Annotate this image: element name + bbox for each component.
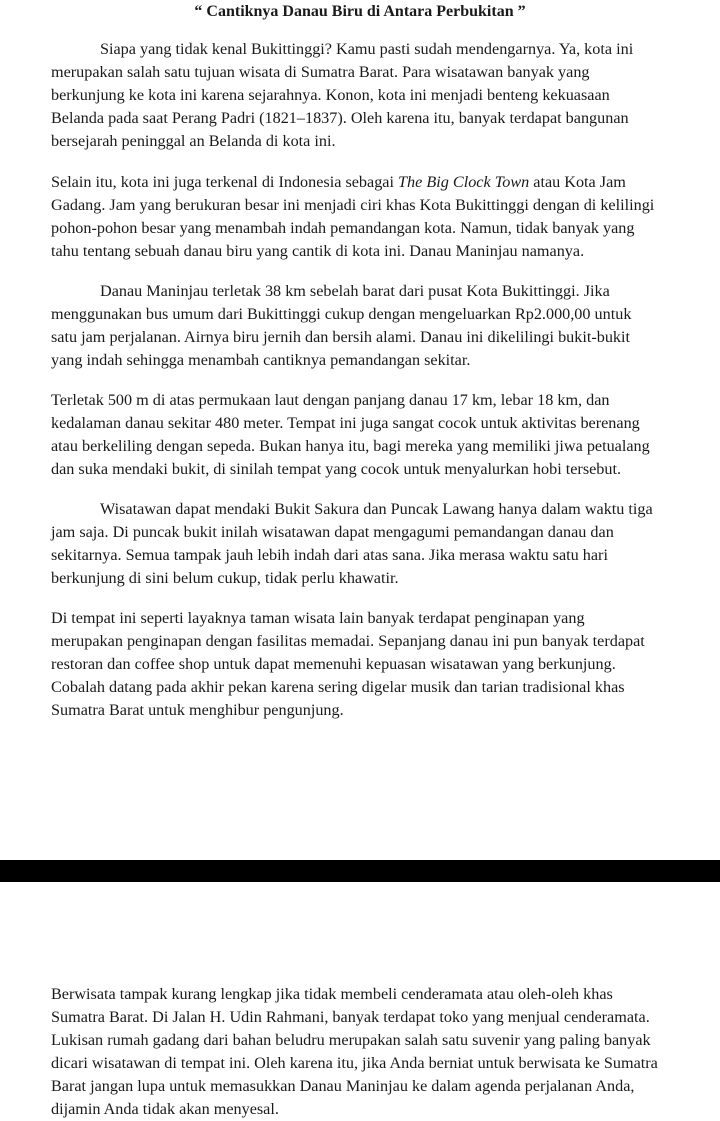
text-line: bersejarah peninggal an Belanda di kota ini. [51, 132, 336, 150]
text-line: menggunakan bus umum dari Bukittinggi cukup dengan mengeluarkan Rp2.000,00 untuk [51, 305, 632, 323]
text-line: merupakan penginapan dengan fasilitas memadai. Sepanjang danau ini pun banyak terdapat [51, 632, 645, 650]
text-line: Wisatawan dapat mendaki Bukit Sakura dan Puncak Lawang hanya dalam waktu tiga [100, 500, 653, 518]
text-line: berkunjung ke kota ini karena sejarahnya. Konon, kota ini menjadi benteng kekuasaan [51, 86, 610, 104]
paragraph-4 [51, 389, 677, 481]
paragraph-7 [51, 983, 677, 1121]
text-line: Terletak 500 m di atas permukaan laut dengan panjang danau 17 km, lebar 18 km, dan [51, 391, 610, 409]
paragraph-2 [51, 171, 677, 263]
text-line: dan suka mendaki bukit, di sinilah tempat yang cocok untuk menyalurkan hobi tersebut. [51, 460, 622, 478]
text-line: sekitarnya. Semua tampak jauh lebih indah dari atas sana. Jika merasa waktu satu hari [51, 546, 608, 564]
text-line: Belanda pada saat Perang Padri (1821–1837). Oleh karena itu, banyak terdapat bangunan [51, 109, 629, 127]
italic-phrase: The Big Clock Town [398, 173, 530, 191]
text-line: kedalaman danau sekitar 480 meter. Tempat ini juga sangat cocok untuk aktivitas berenang [51, 414, 640, 432]
text-line: Berwisata tampak kurang lengkap jika tidak membeli cenderamata atau oleh-oleh khas [51, 985, 613, 1003]
text-line: Sumatra Barat untuk menghibur pengunjung. [51, 701, 344, 719]
text-line: Siapa yang tidak kenal Bukittinggi? Kamu pasti sudah mendengarnya. Ya, kota ini [100, 40, 634, 58]
text-segment: atau Kota Jam [529, 173, 626, 191]
text-line: merupakan salah satu tujuan wisata di Sumatra Barat. Para wisatawan banyak yang [51, 63, 590, 81]
paragraph-6 [51, 607, 677, 722]
text-line: yang indah sehingga menambah cantiknya pemandangan sekitar. [51, 351, 471, 369]
text-line: restoran dan coffee shop untuk dapat memenuhi kepuasan wisatawan yang berkunjung. [51, 655, 616, 673]
text-line: dicari wisatawan di tempat ini. Oleh karena itu, jika Anda berniat untuk berwisata ke Sumatra [51, 1054, 658, 1072]
text-line: Gadang. Jam yang berukuran besar ini menjadi ciri khas Kota Bukittinggi dengan di kelilingi [51, 196, 655, 214]
text-line: dijamin Anda tidak akan menyesal. [51, 1100, 279, 1118]
text-line: Danau Maninjau terletak 38 km sebelah barat dari pusat Kota Bukittinggi. Jika [100, 282, 610, 300]
text-line: Lukisan rumah gadang dari bahan beludru merupakan salah satu suvenir yang paling banyak [51, 1031, 651, 1049]
paragraph-1 [51, 38, 677, 153]
text-line: satu jam perjalanan. Airnya biru jernih dan bersih alami. Danau ini dikelilingi bukit-bukit [51, 328, 631, 346]
text-line: atau berkeliling dengan sepeda. Bukan hanya itu, bagi mereka yang memiliki jiwa petualang [51, 437, 650, 455]
document-page-2 [0, 882, 720, 1120]
text-line [51, 171, 677, 194]
text-line: Barat jangan lupa untuk memasukkan Danau Maninjau ke dalam agenda perjalanan Anda, [51, 1077, 635, 1095]
text-line: berkunjung di sini belum cukup, tidak perlu khawatir. [51, 569, 399, 587]
paragraph-5 [51, 498, 677, 590]
page-break-bar [0, 860, 720, 882]
text-line: Di tempat ini seperti layaknya taman wisata lain banyak terdapat penginapan yang [51, 609, 585, 627]
text-line: pohon-pohon besar yang menambah indah pemandangan kota. Namun, tidak banyak yang [51, 219, 635, 237]
text-segment: Selain itu, kota ini juga terkenal di Indonesia sebagai [51, 173, 399, 191]
text-line: Sumatra Barat. Di Jalan H. Udin Rahmani, banyak terdapat toko yang menjual cenderamata. [51, 1008, 650, 1026]
text-line: jam saja. Di puncak bukit inilah wisatawan dapat mengagumi pemandangan danau dan [51, 523, 614, 541]
text-line: tahu tentang sebuah danau biru yang cantik di kota ini. Danau Maninjau namanya. [51, 242, 585, 260]
paragraph-3 [51, 280, 677, 372]
text-line: Cobalah datang pada akhir pekan karena sering digelar musik dan tarian tradisional khas [51, 678, 625, 696]
document-title: “ Cantiknya Danau Biru di Antara Perbukitan ” [194, 3, 526, 20]
